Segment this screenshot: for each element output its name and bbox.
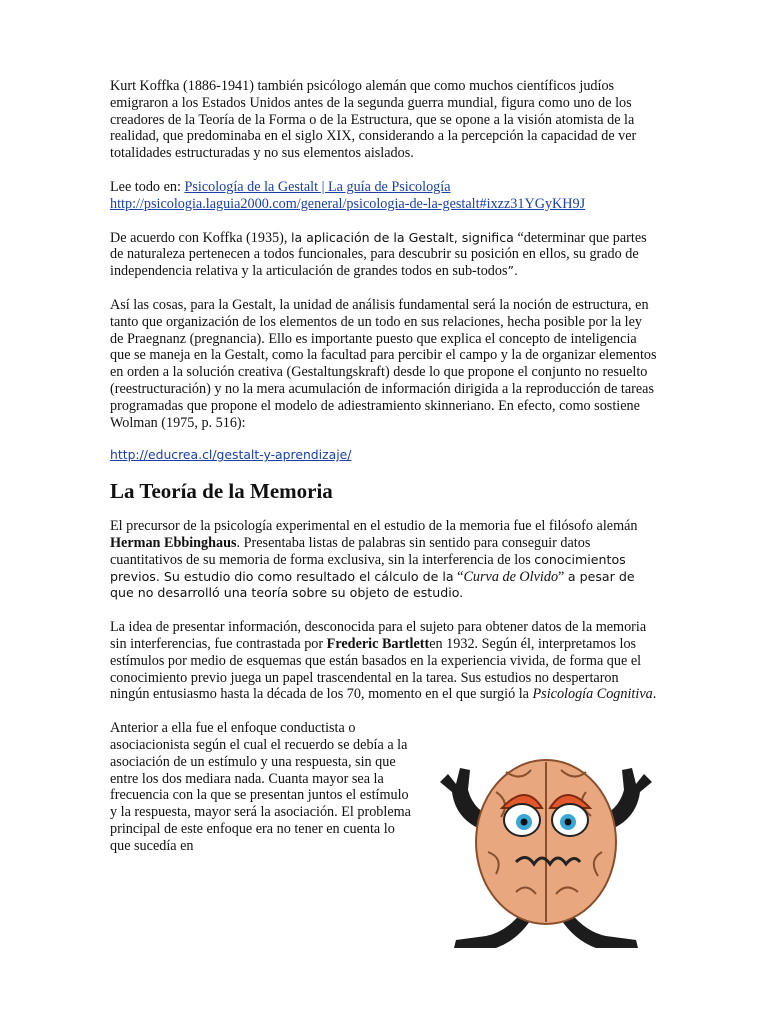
paragraph-bartlett bbox=[110, 619, 658, 703]
educrea-link[interactable]: http://educrea.cl/gestalt-y-aprendizaje/ bbox=[110, 447, 352, 463]
cartoon-brain-icon bbox=[426, 712, 666, 952]
paragraph-lee-todo bbox=[110, 179, 658, 213]
p5-text-f: a pesar de que no desarrolló una teoría sobre su objeto de estudio. bbox=[110, 568, 635, 601]
lee-prefix: Lee todo en: bbox=[110, 178, 185, 195]
paragraph-koffka-1935 bbox=[110, 230, 658, 280]
paragraph-estructura: Así las cosas, para la Gestalt, la unidad de análisis fundamental será la noción de estructura, en tanto que organización de los elementos de un todo en sus relaciones, hecha posible por la ley de Praegnanz (pregnancia). Ello es importante puesto que explica el concepto de inteligencia que se maneja en la Gestalt, como la facultad para percibir el campo y la de organizar elementos en orden a la solución creativa (Gestaltungskraft) desde lo que propone el conjunto no resuelto (reestructuración) y no la mera acumulación de información dirigida a la reproducción de tareas programadas que propone el modelo de adiestramiento skinneriano. En efecto, como sostiene Wolman (1975, p. 516): bbox=[110, 296, 657, 431]
paragraph-conductista: Anterior a ella fue el enfoque conductista o asociacionista según el cual el recuerdo se debía a la asociación de un estímulo y una respuesta, sin que entre los dos mediara nada. Cuanta mayor sea la frecuencia con la que se presentan juntos el estímulo y la respuesta, mayor será la asociación. El problema principal de este enfoque era no tener en cuenta lo que sucedía en bbox=[110, 720, 411, 854]
section-heading: La Teoría de la Memoria bbox=[110, 479, 333, 504]
conductista-section bbox=[110, 720, 658, 854]
p5-text-e: ” bbox=[558, 568, 568, 585]
p3-text-d: ”. bbox=[507, 263, 519, 279]
laguia-url-link[interactable]: http://psicologia.laguia2000.com/general/psicologia-de-la-gestalt#ixzz31YGyKH9J bbox=[110, 195, 586, 212]
paragraph-koffka: Kurt Koffka (1886-1941) también psicólogo alemán que como muchos científicos judíos emigraron a los Estados Unidos antes de la segunda guerra mundial, figura como uno de los creadores de la Teoría de la Forma o de la Estructura, que se opone a la visión atomista de la realidad, que predominaba en el siglo XIX, considerando a la percepción la capacidad de ver totalidades estructuradas y no sus elementos aislados. bbox=[110, 78, 637, 162]
p6-text-c: . bbox=[652, 686, 657, 703]
p5-text-d: “ bbox=[453, 568, 464, 585]
curva-olvido: Curva de Olvido bbox=[463, 568, 559, 585]
ebbinghaus-name: Herman Ebbinghaus bbox=[110, 534, 237, 551]
p3-text-a: De acuerdo con Koffka (1935), bbox=[110, 229, 291, 246]
p6-text-a: La idea de presentar información, desconocida para el sujeto para obtener datos de la memoria sin interferencias, fue contrastada por bbox=[110, 619, 647, 652]
p6-text-b: en 1932. Según él, interpretamos los estímulos por medio de esquemas que están basados en la experiencia vivida, de forma que el conocimiento previo juega un papel trascendental en la tarea. Sus estudios no despertaron ningún entusiasmo hasta la década de los 70, momento en el que surgió la bbox=[110, 635, 642, 703]
p5-text-b: . Presentaba listas de palabras sin sentido para conseguir datos cuantitativos de su memoria de forma exclusiva, sin la interferencia de los bbox=[110, 534, 591, 568]
p3-text-c: “determinar que partes de naturaleza pertenecen a todos funcionales, para descubrir su posición en ellos, su grado de independencia relativa y la articulación de grandes todos en sub-todos bbox=[110, 229, 647, 280]
bartlett-name: Frederic Bartlett bbox=[326, 635, 430, 652]
document-page bbox=[110, 78, 658, 871]
paragraph-ebbinghaus bbox=[110, 518, 658, 602]
p3-text-b: la aplicación de la Gestalt, significa bbox=[290, 229, 514, 245]
psicologia-cognitiva: Psicología Cognitiva bbox=[532, 686, 653, 703]
p5-text-a: El precursor de la psicología experimental en el estudio de la memoria fue el filósofo alemán bbox=[110, 518, 638, 535]
p5-text-c: conocimientos previos. Su estudio dio como resultado el cálculo de la bbox=[110, 551, 626, 584]
gestalt-guide-link[interactable]: Psicología de la Gestalt | La guía de Psicología bbox=[184, 178, 451, 195]
